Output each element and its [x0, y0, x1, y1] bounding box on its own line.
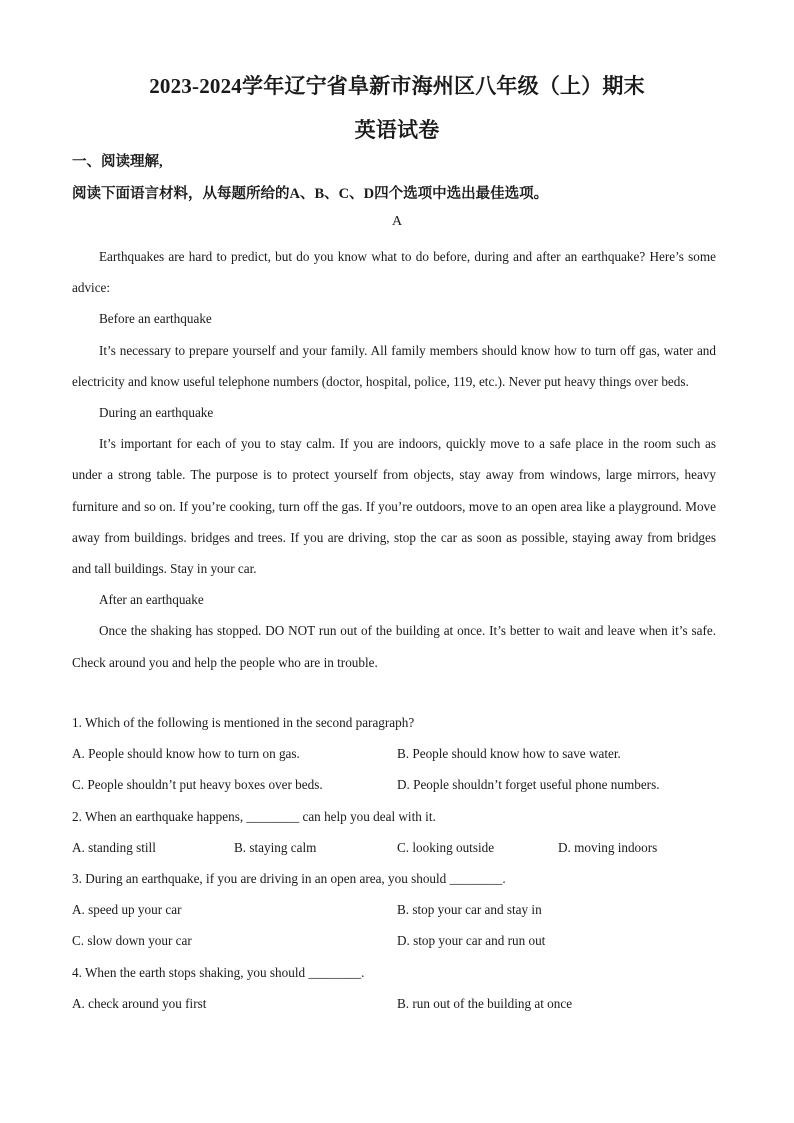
passage-subheading: During an earthquake	[99, 405, 214, 421]
passage-paragraph: It’s necessary to prepare yourself and your family. All family members should know how to turn off gas, water and electricity and know useful telephone numbers (doctor, hospital, police, 119, etc.). Never put heavy things over beds.	[72, 342, 716, 389]
passage-paragraph: Earthquakes are hard to predict, but do you know what to do before, during and after an earthquake? Here’s some advice:	[72, 249, 716, 296]
option-row	[72, 925, 722, 956]
exam-subtitle: 英语试卷	[354, 118, 440, 142]
passage-paragraph: Once the shaking has stopped. DO NOT run out of the building at once. It’s better to wait and leave when it’s safe. Check around you and help the people who are in trouble.	[72, 623, 716, 670]
option-row	[72, 988, 722, 1019]
option-a: A. People should know how to turn on gas.	[72, 746, 300, 762]
question-stem: 3. During an earthquake, if you are driving in an open area, you should ________.	[72, 870, 506, 886]
question-stem: 1. Which of the following is mentioned in the second paragraph?	[72, 715, 415, 730]
question-list	[72, 707, 722, 1019]
option-row	[72, 769, 722, 800]
option-b: B. run out of the building at once	[397, 995, 573, 1011]
section-heading: 一、阅读理解,	[72, 154, 163, 170]
option-a: A. standing still	[72, 839, 156, 855]
question-stem: 2. When an earthquake happens, ________ can help you deal with it.	[72, 808, 436, 824]
option-row	[72, 738, 722, 769]
option-row	[72, 832, 722, 863]
passage-label: A	[391, 214, 403, 229]
option-d: D. stop your car and run out	[397, 933, 546, 949]
option-a: A. check around you first	[72, 995, 207, 1011]
option-d: D. moving indoors	[558, 839, 658, 855]
reading-passage	[72, 241, 716, 678]
option-b: B. stop your car and stay in	[397, 902, 542, 918]
question-stem: 4. When the earth stops shaking, you should ________.	[72, 964, 365, 980]
option-b: B. staying calm	[234, 839, 317, 855]
passage-paragraph: It’s important for each of you to stay calm. If you are indoors, quickly move to a safe place in the room such as under a strong table. The purpose is to protect yourself from objects, stay away from windows, large mirrors, heavy furniture and so on. If you’re cooking, turn off the gas. If you’re outdoors, move to an open area like a playground. Move away from buildings. bridges and trees. If you are driving, stop the car as soon as possible, staying away from bridges and tall buildings. Stay in your car.	[72, 436, 716, 577]
passage-subheading: Before an earthquake	[99, 311, 212, 327]
option-d: D. People shouldn’t forget useful phone numbers.	[397, 777, 660, 793]
option-a: A. speed up your car	[72, 902, 182, 918]
option-b: B. People should know how to save water.	[397, 746, 621, 762]
exam-title: 2023-2024学年辽宁省阜新市海州区八年级（上）期末	[149, 74, 645, 98]
option-row	[72, 894, 722, 925]
option-c: C. looking outside	[397, 839, 495, 855]
section-instruction: 阅读下面语言材料，从每题所给的A、B、C、D四个选项中选出最佳选项。	[72, 186, 549, 202]
passage-subheading: After an earthquake	[99, 592, 204, 608]
option-c: C. slow down your car	[72, 933, 192, 949]
option-c: C. People shouldn’t put heavy boxes over beds.	[72, 777, 323, 793]
